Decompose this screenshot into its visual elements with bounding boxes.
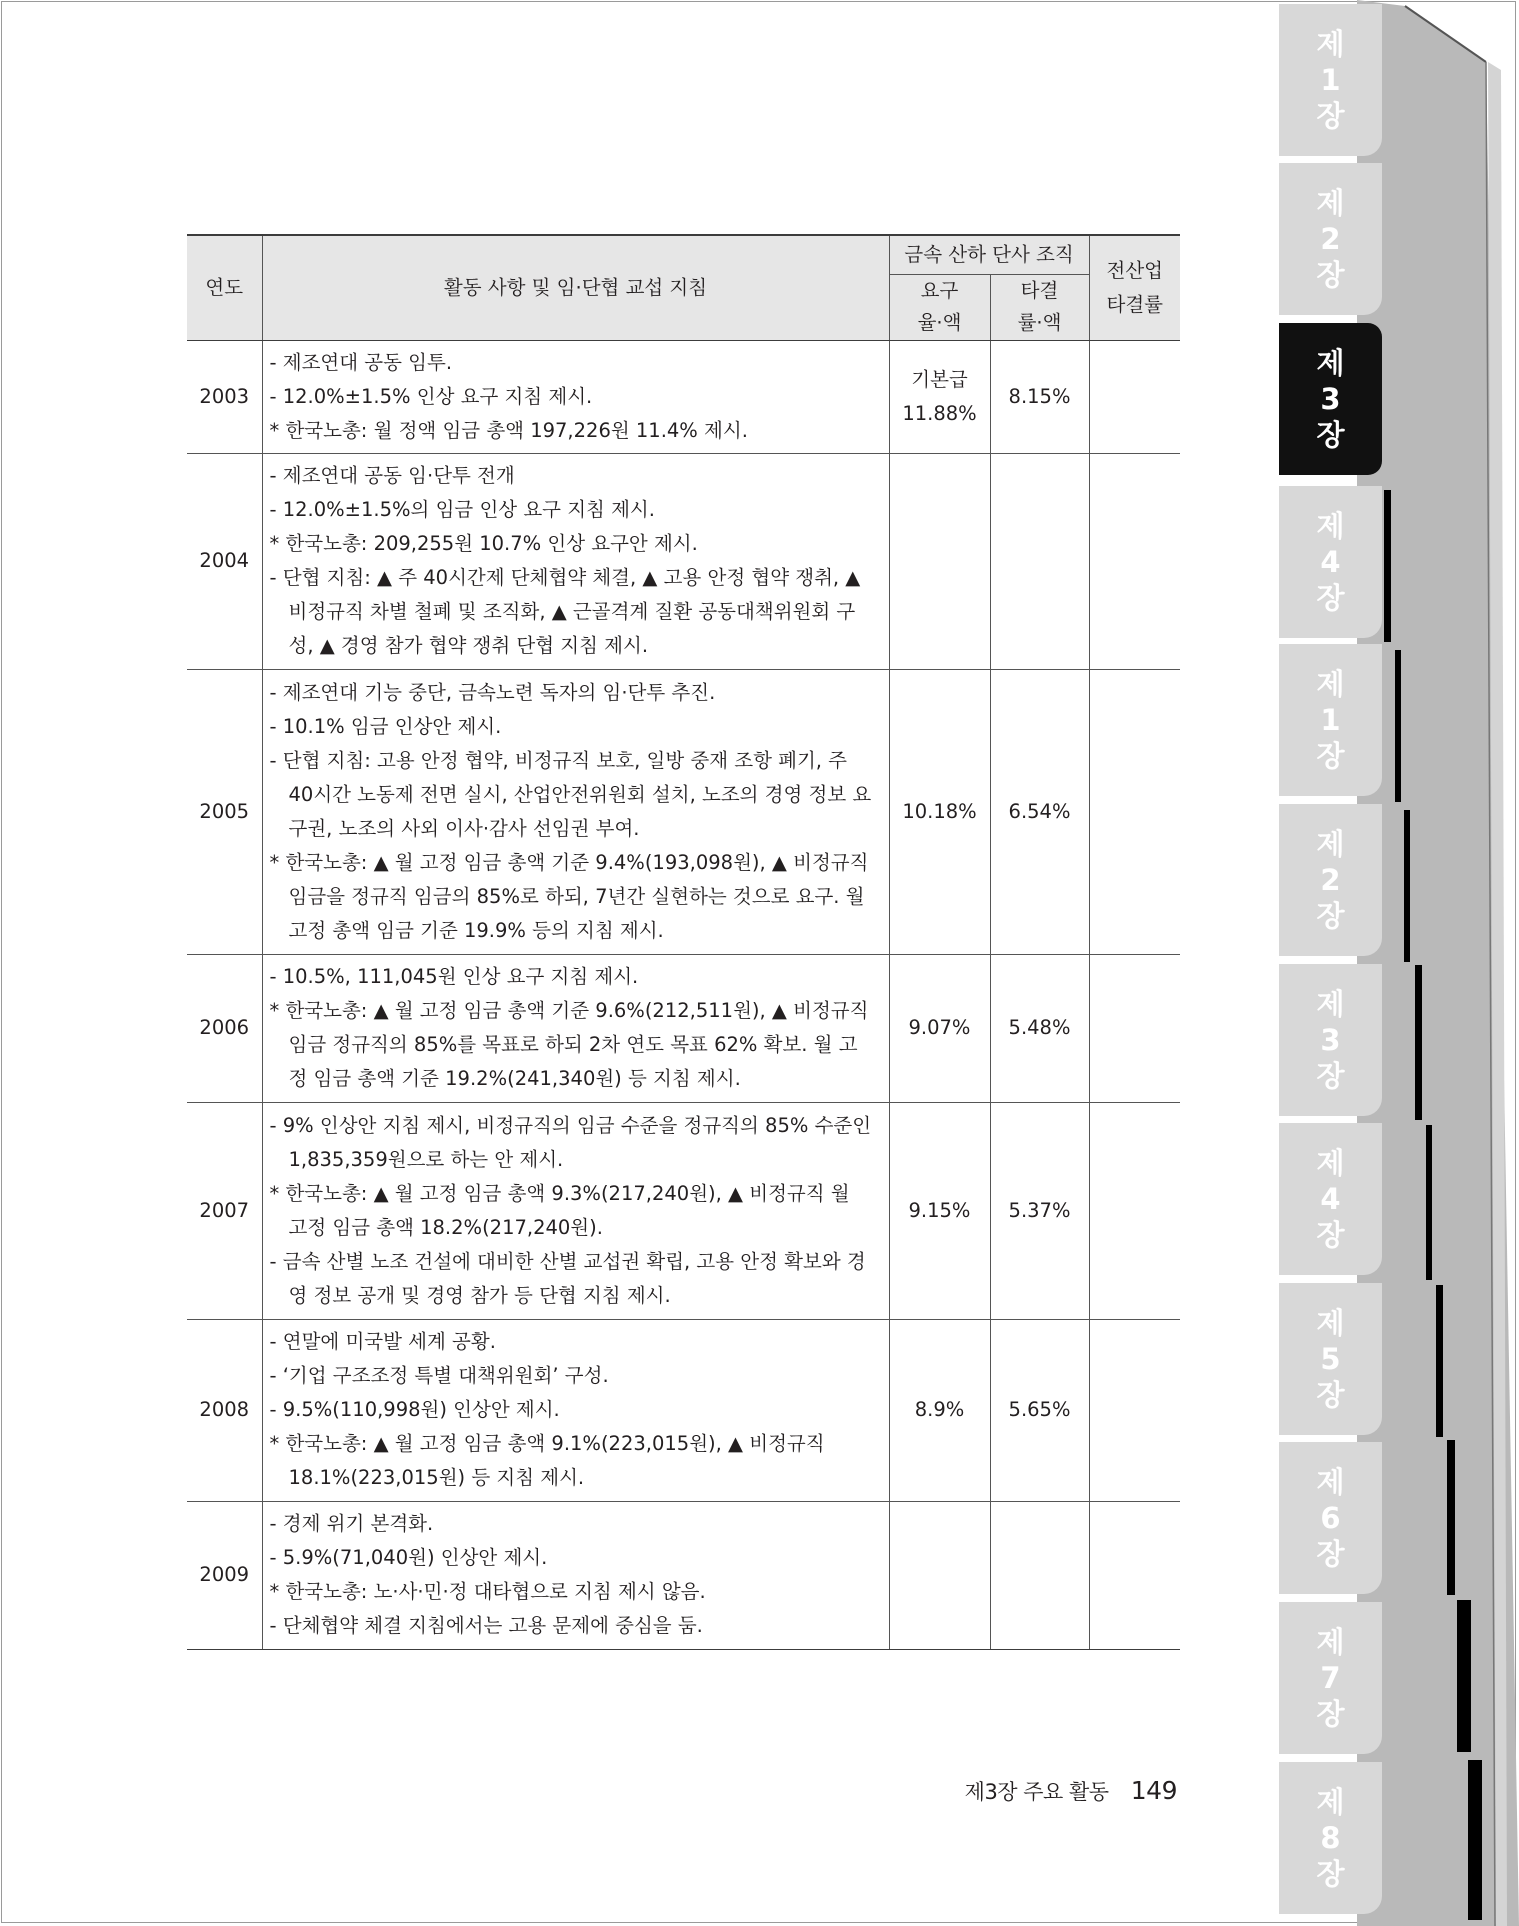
activities-cell	[262, 1501, 889, 1649]
tab-char: 장	[1316, 1218, 1345, 1252]
tab-char: 제	[1316, 1465, 1345, 1499]
year-cell: 2006	[187, 954, 262, 1102]
activity-line: - 9% 인상안 지침 제시, 비정규직의 임금 수준을 정규직의 85% 수준인 1,835,359원으로 하는 안 제시.	[269, 1113, 872, 1171]
activity-line: - 금속 산별 노조 건설에 대비한 산별 교섭권 확립, 고용 안정 확보와 경영 정보 공개 및 경영 참가 등 단협 지침 제시.	[269, 1249, 866, 1307]
all-industry-cell	[1089, 669, 1180, 954]
header-demand	[889, 274, 990, 340]
table-row	[187, 1501, 1180, 1649]
chapter-tab[interactable]	[1279, 804, 1382, 956]
tab-char: 1	[1320, 703, 1341, 737]
tab-char: 3	[1320, 382, 1341, 416]
tab-char: 장	[1316, 739, 1345, 773]
activity-line: * 한국노총: 노·사·민·정 대타협으로 지침 제시 않음.	[269, 1580, 706, 1603]
activity-table	[187, 234, 1180, 1650]
demand-cell-line2: 11.88%	[902, 401, 977, 425]
all-industry-cell	[1089, 1102, 1180, 1319]
activity-line: - 5.9%(71,040원) 인상안 제시.	[269, 1546, 548, 1569]
activity-line: - 10.1% 임금 인상안 제시.	[269, 714, 502, 738]
header-settle	[990, 274, 1089, 340]
activity-line: * 한국노총: ▲ 월 고정 임금 총액 9.3%(217,240원), ▲ 비정규직 월 고정 임금 총액 18.2%(217,240원).	[269, 1181, 850, 1239]
tab-char: 제	[1316, 1306, 1345, 1340]
tab-char: 장	[1316, 581, 1345, 615]
header-activities: 활동 사항 및 임·단협 교섭 지침	[262, 235, 889, 340]
tab-char: 7	[1320, 1661, 1341, 1695]
table-row	[187, 1102, 1180, 1319]
tab-char: 8	[1320, 1821, 1341, 1855]
settle-cell	[990, 453, 1089, 669]
chapter-tab[interactable]	[1279, 4, 1382, 156]
tab-char: 제	[1316, 1146, 1345, 1180]
activity-line: - 경제 위기 본격화.	[269, 1512, 434, 1535]
settle-cell	[990, 1501, 1089, 1649]
all-industry-cell	[1089, 340, 1180, 453]
activities-cell	[262, 340, 889, 453]
activity-line: - 9.5%(110,998원) 인상안 제시.	[269, 1398, 560, 1421]
activity-line: - 단협 지침: 고용 안정 협약, 비정규직 보호, 일방 중재 조항 폐기, 주 40시간 노동제 전면 실시, 산업안전위원회 설치, 노조의 경영 정보 요구권, 노조의 사외 이사·감사 선임권 부여.	[269, 748, 872, 840]
activity-line: * 한국노총: 209,255원 10.7% 인상 요구안 제시.	[269, 532, 698, 555]
tab-char: 장	[1316, 1697, 1345, 1731]
table-row	[187, 340, 1180, 453]
activities-cell	[262, 669, 889, 954]
demand-cell: 10.18%	[889, 669, 990, 954]
chapter-tab[interactable]	[1279, 1762, 1382, 1914]
table-header	[187, 235, 1180, 340]
demand-cell	[889, 1501, 990, 1649]
table-row	[187, 453, 1180, 669]
tab-char: 제	[1316, 987, 1345, 1021]
demand-cell: 8.9%	[889, 1319, 990, 1501]
activity-table-container	[187, 234, 1180, 1650]
header-demand-line2: 율·액	[917, 311, 962, 334]
table-row	[187, 1319, 1180, 1501]
header-demand-line1: 요구	[920, 279, 959, 302]
tab-char: 4	[1320, 1182, 1341, 1216]
settle-cell: 8.15%	[990, 340, 1089, 453]
activity-line: * 한국노총: 월 정액 임금 총액 197,226원 11.4% 제시.	[269, 418, 748, 442]
tab-char: 제	[1316, 827, 1345, 861]
activity-line: * 한국노총: ▲ 월 고정 임금 총액 기준 9.6%(212,511원), ▲ 비정규직 임금 정규직의 85%를 목표로 하되 2차 연도 목표 62% 확보. 월 고정 임금 총액 기준 19.2%(241,340원) 등 지침 제시.	[269, 999, 869, 1090]
activity-line: - 12.0%±1.5%의 임금 인상 요구 지침 제시.	[269, 498, 655, 521]
table-row	[187, 954, 1180, 1102]
chapter-tab[interactable]	[1279, 964, 1382, 1116]
header-all-industry-line1: 전산업	[1106, 258, 1164, 282]
year-cell: 2009	[187, 1501, 262, 1649]
tab-char: 장	[1316, 418, 1345, 452]
tab-char: 장	[1316, 899, 1345, 933]
all-industry-cell	[1089, 954, 1180, 1102]
activity-line: - 제조연대 공동 임투.	[269, 350, 453, 374]
page-number: 149	[1130, 1776, 1177, 1805]
all-industry-cell	[1089, 1501, 1180, 1649]
demand-cell: 9.07%	[889, 954, 990, 1102]
header-settle-line1: 타결	[1020, 279, 1059, 302]
demand-cell	[889, 453, 990, 669]
settle-cell: 5.65%	[990, 1319, 1089, 1501]
footer-chapter: 제3장 주요 활동	[964, 1780, 1109, 1804]
tab-char: 제	[1316, 509, 1345, 543]
table-row	[187, 669, 1180, 954]
demand-cell	[889, 340, 990, 453]
chapter-tab-active[interactable]	[1279, 323, 1382, 475]
table-body	[187, 340, 1180, 1649]
chapter-tab[interactable]	[1279, 486, 1382, 638]
chapter-tab[interactable]	[1279, 1123, 1382, 1275]
tab-char: 장	[1316, 1857, 1345, 1891]
tab-char: 장	[1316, 99, 1345, 133]
tab-char: 제	[1316, 186, 1345, 220]
tab-char: 3	[1320, 1023, 1341, 1057]
header-metal-group: 금속 산하 단사 조직	[889, 235, 1089, 274]
tab-char: 장	[1316, 1059, 1345, 1093]
activity-line: - 제조연대 기능 중단, 금속노련 독자의 임·단투 추진.	[269, 680, 716, 704]
tab-char: 2	[1320, 863, 1341, 897]
activities-cell	[262, 1319, 889, 1501]
tab-char: 장	[1316, 1537, 1345, 1571]
chapter-tab[interactable]	[1279, 644, 1382, 796]
settle-cell: 6.54%	[990, 669, 1089, 954]
year-cell: 2007	[187, 1102, 262, 1319]
year-cell: 2003	[187, 340, 262, 453]
page-footer	[965, 1776, 1177, 1806]
activities-cell	[262, 453, 889, 669]
activity-line: - 연말에 미국발 세계 공황.	[269, 1330, 496, 1353]
tab-char: 4	[1320, 545, 1341, 579]
chapter-tab[interactable]	[1279, 1442, 1382, 1594]
header-year: 연도	[187, 235, 262, 340]
chapter-tab[interactable]	[1279, 1602, 1382, 1754]
activity-line: - 10.5%, 111,045원 인상 요구 지침 제시.	[269, 965, 639, 988]
tab-char: 2	[1320, 222, 1341, 256]
activity-line: * 한국노총: ▲ 월 고정 임금 총액 기준 9.4%(193,098원), ▲ 비정규직 임금을 정규직 임금의 85%로 하되, 7년간 실현하는 것으로 요구. 월 고정 총액 임금 기준 19.9% 등의 지침 제시.	[269, 850, 869, 942]
tab-char: 제	[1316, 667, 1345, 701]
tab-char: 5	[1320, 1342, 1341, 1376]
year-cell: 2005	[187, 669, 262, 954]
chapter-tab[interactable]	[1279, 163, 1382, 315]
tab-char: 제	[1316, 1785, 1345, 1819]
all-industry-cell	[1089, 453, 1180, 669]
tab-char: 장	[1316, 1378, 1345, 1412]
activities-cell	[262, 954, 889, 1102]
demand-cell: 9.15%	[889, 1102, 990, 1319]
year-cell: 2004	[187, 453, 262, 669]
tab-char: 1	[1320, 63, 1341, 97]
activity-line: - 단협 지침: ▲ 주 40시간제 단체협약 체결, ▲ 고용 안정 협약 쟁취, ▲ 비정규직 차별 철폐 및 조직화, ▲ 근골격계 질환 공동대책위원회 구성, ▲ 경영 참가 협약 쟁취 단협 지침 제시.	[269, 566, 861, 657]
tab-char: 제	[1316, 346, 1345, 380]
activity-line: - 제조연대 공동 임·단투 전개	[269, 464, 515, 487]
chapter-tab[interactable]	[1279, 1283, 1382, 1435]
tab-char: 6	[1320, 1501, 1341, 1535]
header-all-industry-line2: 타결률	[1106, 292, 1164, 316]
activities-cell	[262, 1102, 889, 1319]
year-cell: 2008	[187, 1319, 262, 1501]
activity-line: * 한국노총: ▲ 월 고정 임금 총액 9.1%(223,015원), ▲ 비정규직 18.1%(223,015원) 등 지침 제시.	[269, 1432, 825, 1489]
tab-char: 제	[1316, 27, 1345, 61]
all-industry-cell	[1089, 1319, 1180, 1501]
settle-cell: 5.48%	[990, 954, 1089, 1102]
activity-line: - 12.0%±1.5% 인상 요구 지침 제시.	[269, 384, 593, 408]
settle-cell: 5.37%	[990, 1102, 1089, 1319]
tab-char: 제	[1316, 1625, 1345, 1659]
activity-line: - ‘기업 구조조정 특별 대책위원회’ 구성.	[269, 1364, 609, 1387]
activity-line: - 단체협약 체결 지침에서는 고용 문제에 중심을 둠.	[269, 1614, 703, 1637]
tab-char: 장	[1316, 258, 1345, 292]
demand-cell-line1: 기본급	[911, 367, 968, 391]
header-settle-line2: 률·액	[1017, 311, 1062, 334]
header-all-industry	[1089, 235, 1180, 340]
